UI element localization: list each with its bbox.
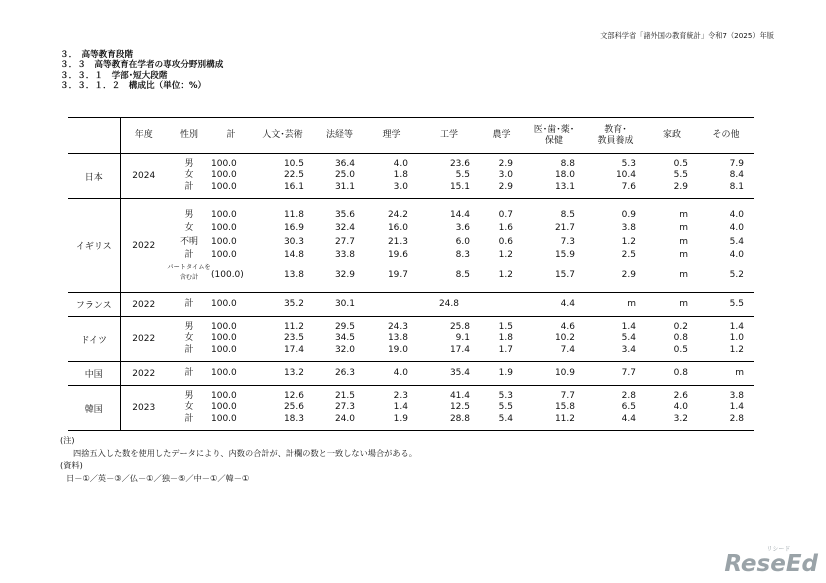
value: 1.4 bbox=[393, 402, 408, 413]
value: 4.0 bbox=[673, 402, 688, 413]
value: 100.0 bbox=[211, 390, 237, 401]
value-cell-other bbox=[698, 154, 754, 199]
value-cell-medical bbox=[523, 199, 585, 293]
value: 26.3 bbox=[334, 367, 355, 378]
value: 3.0 bbox=[393, 181, 408, 192]
value: 0.8 bbox=[673, 333, 688, 344]
value: 19.7 bbox=[387, 269, 408, 280]
value: 2.8 bbox=[729, 413, 744, 424]
value: 100.0 bbox=[211, 250, 237, 260]
header-total: 計 bbox=[211, 118, 251, 154]
value: 13.2 bbox=[283, 367, 304, 378]
sex-label: 男 bbox=[184, 158, 194, 169]
value: 0.5 bbox=[673, 158, 688, 169]
header-country bbox=[68, 118, 120, 154]
value-cell-total bbox=[211, 154, 251, 199]
value: 24.3 bbox=[387, 321, 408, 332]
value: 1.8 bbox=[498, 333, 513, 344]
sex-cell bbox=[167, 199, 211, 293]
value: 9.1 bbox=[455, 333, 470, 344]
value-cell-humanities bbox=[251, 154, 314, 199]
notes-section bbox=[60, 434, 417, 484]
watermark-ruby: リシード bbox=[766, 546, 791, 553]
value: 21.5 bbox=[334, 390, 355, 401]
value: 2.9 bbox=[673, 181, 688, 192]
value: 18.0 bbox=[554, 170, 575, 181]
value: 16.0 bbox=[387, 223, 408, 233]
value: 11.2 bbox=[283, 321, 304, 332]
sex-label: 計 bbox=[184, 181, 194, 192]
value: 4.0 bbox=[729, 250, 744, 260]
header-engineering: 工学 bbox=[418, 118, 480, 154]
value-cell-education bbox=[585, 317, 646, 362]
sex-cell bbox=[167, 386, 211, 431]
value: 32.9 bbox=[334, 269, 355, 280]
sex-label: 計 bbox=[184, 367, 194, 378]
value: 29.5 bbox=[334, 321, 355, 332]
value: 35.2 bbox=[283, 298, 304, 309]
value: 1.7 bbox=[498, 344, 513, 355]
value: 24.8 bbox=[438, 298, 459, 309]
value: 8.5 bbox=[455, 269, 470, 280]
value: 13.8 bbox=[283, 269, 304, 280]
value-cell-medical bbox=[523, 154, 585, 199]
value: 15.8 bbox=[554, 402, 575, 413]
value-cell-law bbox=[314, 199, 365, 293]
value: 25.6 bbox=[283, 402, 304, 413]
value: 23.6 bbox=[449, 158, 470, 169]
value-cell-home bbox=[646, 154, 698, 199]
value: 5.3 bbox=[498, 390, 513, 401]
table-row bbox=[68, 199, 754, 293]
value-cell-total bbox=[211, 199, 251, 293]
value: 12.6 bbox=[283, 390, 304, 401]
value-cell-agriculture bbox=[480, 362, 523, 386]
year-cell: 2024 bbox=[120, 154, 167, 199]
value: 7.7 bbox=[560, 390, 575, 401]
value-cell-humanities bbox=[251, 293, 314, 317]
heading-level-2: ３．３ 高等教育在学者の専攻分野別構成 bbox=[60, 60, 224, 71]
value-cell-total bbox=[211, 293, 251, 317]
value-cell-home bbox=[646, 362, 698, 386]
value: m bbox=[679, 223, 688, 233]
sex-label: 計 bbox=[184, 413, 194, 424]
header-year: 年度 bbox=[120, 118, 167, 154]
value: 36.4 bbox=[334, 158, 355, 169]
value: 1.2 bbox=[498, 269, 513, 280]
value: 22.5 bbox=[283, 170, 304, 181]
value: 1.0 bbox=[729, 333, 744, 344]
value: 11.8 bbox=[283, 209, 304, 220]
value-cell-other bbox=[698, 317, 754, 362]
header-other: その他 bbox=[698, 118, 754, 154]
value: 30.1 bbox=[334, 298, 355, 309]
source-citation: 文部科学省「諸外国の教育統計」令和7（2025）年版 bbox=[600, 31, 774, 40]
value: 100.0 bbox=[211, 321, 237, 332]
value: 7.3 bbox=[560, 236, 575, 247]
sex-cell bbox=[167, 293, 211, 317]
value: 10.5 bbox=[283, 158, 304, 169]
watermark-brand: ReseEd bbox=[724, 551, 818, 577]
country-cell: ドイツ bbox=[68, 317, 120, 362]
value: 1.4 bbox=[621, 321, 636, 332]
header-agriculture: 農学 bbox=[480, 118, 523, 154]
sex-label: 計 bbox=[184, 344, 194, 355]
country-cell: 中国 bbox=[68, 362, 120, 386]
year-cell: 2023 bbox=[120, 386, 167, 431]
sex-label: 不明 bbox=[179, 236, 198, 247]
value: 31.1 bbox=[334, 181, 355, 192]
value: 5.4 bbox=[498, 413, 513, 424]
value-cell-engineering bbox=[418, 386, 480, 431]
value: 13.1 bbox=[554, 181, 575, 192]
value: 100.0 bbox=[211, 170, 237, 181]
value: 15.7 bbox=[554, 269, 575, 280]
value-cell-engineering bbox=[418, 362, 480, 386]
value: 100.0 bbox=[211, 298, 237, 309]
year-cell: 2022 bbox=[120, 362, 167, 386]
value: 1.9 bbox=[498, 367, 513, 378]
value: 12.5 bbox=[449, 402, 470, 413]
value: 8.3 bbox=[455, 250, 470, 260]
value: 4.0 bbox=[729, 223, 744, 233]
value-cell-medical bbox=[523, 317, 585, 362]
value: 1.9 bbox=[393, 413, 408, 424]
value: 27.7 bbox=[334, 236, 355, 247]
value: 25.8 bbox=[449, 321, 470, 332]
sex-label: 男 bbox=[184, 321, 194, 332]
value: 3.4 bbox=[621, 344, 636, 355]
header-law: 法経等 bbox=[314, 118, 365, 154]
value: 1.4 bbox=[729, 402, 744, 413]
value: 4.6 bbox=[560, 321, 575, 332]
value: 18.3 bbox=[283, 413, 304, 424]
value: 3.0 bbox=[498, 170, 513, 181]
value-cell-science bbox=[365, 362, 418, 386]
sex-label: パートタイムを 含む計 bbox=[167, 263, 211, 281]
source-text: 日－①／英－③／仏－①／独－⑤／中－①／韓－① bbox=[66, 472, 250, 483]
value: 4.4 bbox=[560, 298, 575, 309]
value: 3.2 bbox=[673, 413, 688, 424]
header-education: 教育･ 教員養成 bbox=[585, 118, 646, 154]
sex-label: 女 bbox=[184, 170, 194, 181]
value: 0.2 bbox=[673, 321, 688, 332]
value: 30.3 bbox=[283, 236, 304, 247]
sex-label: 女 bbox=[184, 333, 194, 344]
value-cell-law bbox=[314, 154, 365, 199]
value: 2.6 bbox=[673, 390, 688, 401]
value: 21.3 bbox=[387, 236, 408, 247]
value-cell-education bbox=[585, 293, 646, 317]
value: 2.9 bbox=[498, 181, 513, 192]
value-cell-home bbox=[646, 317, 698, 362]
source-label: (資料) bbox=[60, 460, 83, 470]
value-cell-law bbox=[314, 317, 365, 362]
value: 100.0 bbox=[211, 209, 237, 220]
value-cell-science bbox=[365, 154, 418, 199]
value-cell-total bbox=[211, 386, 251, 431]
value-cell-science bbox=[365, 317, 418, 362]
value: 8.5 bbox=[560, 209, 575, 220]
value: 0.8 bbox=[673, 367, 688, 378]
value: 35.6 bbox=[334, 209, 355, 220]
value-cell-agriculture bbox=[480, 386, 523, 431]
value: 24.2 bbox=[387, 209, 408, 220]
value-cell-engineering bbox=[418, 317, 480, 362]
value: 7.7 bbox=[621, 367, 636, 378]
value: 0.9 bbox=[621, 209, 636, 220]
value-cell-agriculture bbox=[480, 199, 523, 293]
value: 3.6 bbox=[455, 223, 470, 233]
value: 1.6 bbox=[498, 223, 513, 233]
value: 27.3 bbox=[334, 402, 355, 413]
heading-level-4: ３．３．１．２ 構成比（単位：%） bbox=[60, 80, 207, 91]
value-cell-law bbox=[314, 386, 365, 431]
value: 33.8 bbox=[334, 250, 355, 260]
section-headings bbox=[60, 50, 223, 91]
value: 14.8 bbox=[283, 250, 304, 260]
value: 35.4 bbox=[449, 367, 470, 378]
country-cell: 日本 bbox=[68, 154, 120, 199]
value: 6.0 bbox=[455, 236, 470, 247]
value: 1.2 bbox=[498, 250, 513, 260]
value: 4.0 bbox=[729, 209, 744, 220]
value-cell-law bbox=[314, 362, 365, 386]
value-cell-medical bbox=[523, 293, 585, 317]
heading-level-3: ３．３．１ 学部･短大段階 bbox=[60, 70, 168, 81]
sex-label: 計 bbox=[184, 250, 194, 260]
value: 100.0 bbox=[211, 333, 237, 344]
value: 2.9 bbox=[621, 269, 636, 280]
value: 8.1 bbox=[729, 181, 744, 192]
value: 0.6 bbox=[498, 236, 513, 247]
value: 19.6 bbox=[387, 250, 408, 260]
year-cell: 2022 bbox=[120, 293, 167, 317]
value: 100.0 bbox=[211, 344, 237, 355]
value-cell-engineering bbox=[418, 199, 480, 293]
value: 4.0 bbox=[393, 367, 408, 378]
value: 10.9 bbox=[554, 367, 575, 378]
value: 100.0 bbox=[211, 413, 237, 424]
sex-label: 計 bbox=[184, 298, 194, 309]
value: 4.4 bbox=[621, 413, 636, 424]
value-cell-education bbox=[585, 199, 646, 293]
value: 5.5 bbox=[729, 298, 744, 309]
value: 100.0 bbox=[211, 236, 237, 247]
header-home-economics: 家政 bbox=[646, 118, 698, 154]
value: 1.4 bbox=[729, 321, 744, 332]
value: 5.3 bbox=[621, 158, 636, 169]
value: m bbox=[735, 367, 744, 378]
value: 13.8 bbox=[387, 333, 408, 344]
table-row bbox=[68, 293, 754, 317]
value: 5.4 bbox=[621, 333, 636, 344]
sex-cell bbox=[167, 154, 211, 199]
value-cell-humanities bbox=[251, 362, 314, 386]
value-cell-humanities bbox=[251, 386, 314, 431]
value-cell-engineering bbox=[418, 154, 480, 199]
reseed-watermark-logo bbox=[724, 546, 818, 577]
value: 3.8 bbox=[729, 390, 744, 401]
value-cell-total bbox=[211, 362, 251, 386]
value: 34.5 bbox=[334, 333, 355, 344]
composition-table bbox=[68, 117, 754, 431]
header-sex: 性別 bbox=[167, 118, 211, 154]
country-cell: 韓国 bbox=[68, 386, 120, 431]
value: 7.9 bbox=[729, 158, 744, 169]
sex-cell bbox=[167, 362, 211, 386]
value-cell-other bbox=[698, 386, 754, 431]
value-cell-medical bbox=[523, 362, 585, 386]
value: 8.4 bbox=[729, 170, 744, 181]
country-cell: イギリス bbox=[68, 199, 120, 293]
value-cell-humanities bbox=[251, 199, 314, 293]
value: m bbox=[679, 209, 688, 220]
value: 17.4 bbox=[283, 344, 304, 355]
value: 6.5 bbox=[621, 402, 636, 413]
value: m bbox=[679, 250, 688, 260]
value-cell-other bbox=[698, 293, 754, 317]
value: 1.5 bbox=[498, 321, 513, 332]
value-cell-other bbox=[698, 199, 754, 293]
value-cell-science bbox=[365, 199, 418, 293]
value: 0.7 bbox=[498, 209, 513, 220]
value: 10.4 bbox=[615, 170, 636, 181]
table-row bbox=[68, 386, 754, 431]
value: 19.0 bbox=[387, 344, 408, 355]
value: 7.4 bbox=[560, 344, 575, 355]
value: 100.0 bbox=[211, 223, 237, 233]
value: 32.4 bbox=[334, 223, 355, 233]
table-row bbox=[68, 317, 754, 362]
value: 41.4 bbox=[449, 390, 470, 401]
header-medical: 医･歯･薬･ 保健 bbox=[523, 118, 585, 154]
sex-label: 女 bbox=[184, 223, 194, 233]
value-cell-law bbox=[314, 293, 365, 317]
table-row bbox=[68, 154, 754, 199]
value-cell-science bbox=[365, 386, 418, 431]
note-label: (注) bbox=[60, 435, 75, 445]
value: 5.2 bbox=[729, 269, 744, 280]
value-cell-education bbox=[585, 154, 646, 199]
value: 16.9 bbox=[283, 223, 304, 233]
value-cell-home bbox=[646, 199, 698, 293]
value-cell-humanities bbox=[251, 317, 314, 362]
value: m bbox=[679, 236, 688, 247]
sex-label: 女 bbox=[184, 402, 194, 413]
value: (100.0) bbox=[211, 269, 244, 280]
value-cell-other bbox=[698, 362, 754, 386]
value: 16.1 bbox=[283, 181, 304, 192]
value: 17.4 bbox=[449, 344, 470, 355]
year-cell: 2022 bbox=[120, 199, 167, 293]
value: 1.8 bbox=[393, 170, 408, 181]
value: 2.8 bbox=[621, 390, 636, 401]
value-cell-education bbox=[585, 386, 646, 431]
value: 23.5 bbox=[283, 333, 304, 344]
value: 5.5 bbox=[455, 170, 470, 181]
year-cell: 2022 bbox=[120, 317, 167, 362]
value: 15.1 bbox=[449, 181, 470, 192]
value-cell-home bbox=[646, 386, 698, 431]
value: 100.0 bbox=[211, 402, 237, 413]
value: 100.0 bbox=[211, 158, 237, 169]
value-cell-agriculture bbox=[480, 317, 523, 362]
value: 8.8 bbox=[560, 158, 575, 169]
value: 5.5 bbox=[498, 402, 513, 413]
value: 32.0 bbox=[334, 344, 355, 355]
value-cell-education bbox=[585, 362, 646, 386]
value: 0.5 bbox=[673, 344, 688, 355]
value-cell-science-engineering-agriculture bbox=[365, 293, 523, 317]
value: 14.4 bbox=[449, 209, 470, 220]
header-science: 理学 bbox=[365, 118, 418, 154]
value: 2.9 bbox=[498, 158, 513, 169]
heading-level-1: ３． 高等教育段階 bbox=[60, 50, 134, 60]
value-cell-total bbox=[211, 317, 251, 362]
value: 100.0 bbox=[211, 181, 237, 192]
value: m bbox=[679, 269, 688, 280]
table-header-row bbox=[68, 118, 754, 154]
sex-label: 男 bbox=[184, 209, 194, 220]
value: m bbox=[627, 298, 636, 309]
value: 25.0 bbox=[334, 170, 355, 181]
value: 7.6 bbox=[621, 181, 636, 192]
value: 1.2 bbox=[729, 344, 744, 355]
value: 2.3 bbox=[393, 390, 408, 401]
value: 1.2 bbox=[621, 236, 636, 247]
value: 5.5 bbox=[673, 170, 688, 181]
value: 2.5 bbox=[621, 250, 636, 260]
sex-label: 男 bbox=[184, 390, 194, 401]
value: m bbox=[679, 298, 688, 309]
value: 15.9 bbox=[554, 250, 575, 260]
value: 24.0 bbox=[334, 413, 355, 424]
value-cell-agriculture bbox=[480, 154, 523, 199]
value: 5.4 bbox=[729, 236, 744, 247]
value-cell-home bbox=[646, 293, 698, 317]
sex-cell bbox=[167, 317, 211, 362]
value: 11.2 bbox=[554, 413, 575, 424]
header-humanities: 人文･芸術 bbox=[251, 118, 314, 154]
value: 4.0 bbox=[393, 158, 408, 169]
value-cell-medical bbox=[523, 386, 585, 431]
value: 100.0 bbox=[211, 367, 237, 378]
value: 21.7 bbox=[554, 223, 575, 233]
value: 10.2 bbox=[554, 333, 575, 344]
value: 3.8 bbox=[621, 223, 636, 233]
value: 28.8 bbox=[449, 413, 470, 424]
note-text: 四捨五入した数を使用したデータにより、内数の合計が、計欄の数と一致しない場合がある。 bbox=[73, 447, 417, 458]
country-cell: フランス bbox=[68, 293, 120, 317]
table-row bbox=[68, 362, 754, 386]
